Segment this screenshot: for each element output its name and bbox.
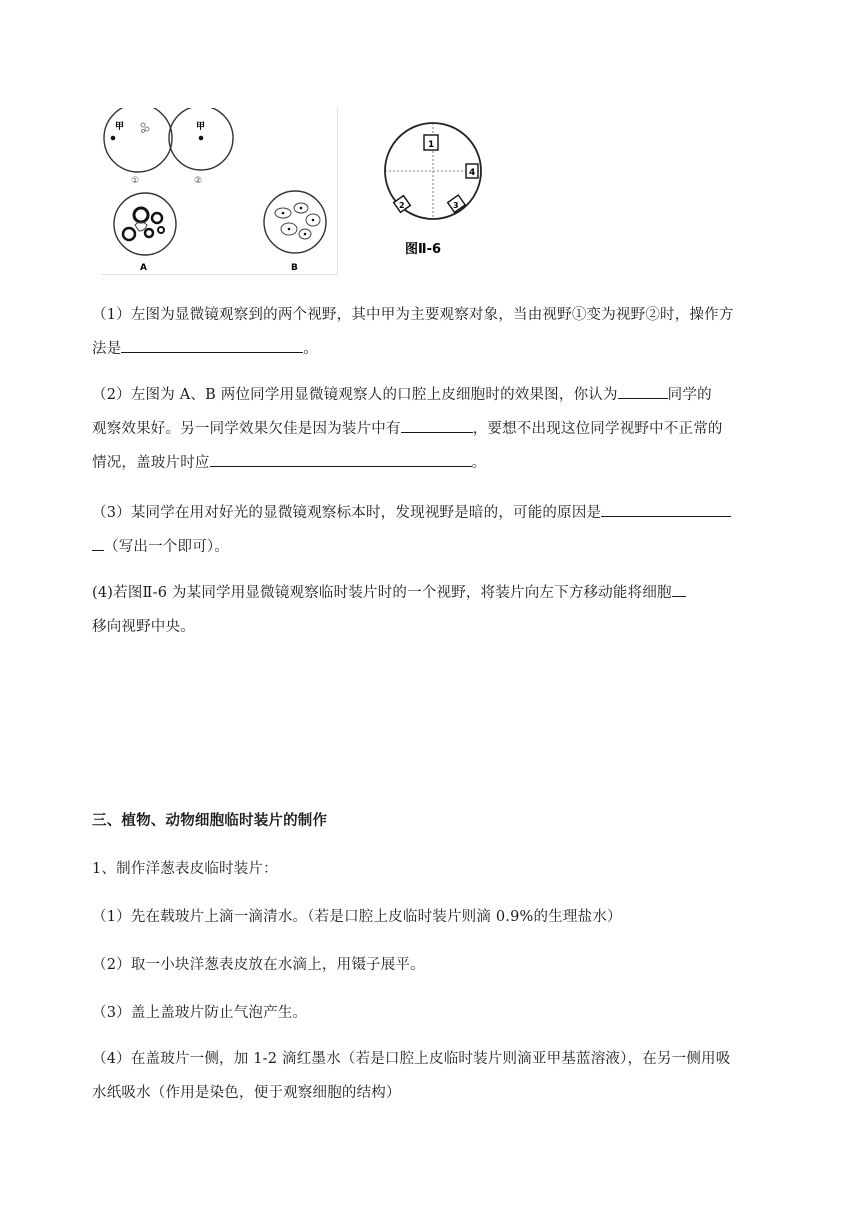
question-2 — [92, 378, 772, 480]
question-2-line-2-end: ，要想不出现这位同学视野中不正常的 — [472, 421, 723, 437]
field-1-debris — [142, 130, 145, 133]
microscope-fields-drawing — [101, 108, 337, 274]
answer-blank-q2-method[interactable] — [210, 450, 472, 467]
field-b-label: B — [291, 263, 298, 273]
field-1-jia-label: 甲 — [115, 122, 125, 132]
field-b-nucleus — [288, 228, 291, 231]
question-1 — [92, 298, 772, 366]
field-a-circle — [114, 193, 176, 255]
field-a-label: A — [140, 263, 147, 273]
field-1-object-dot — [111, 136, 116, 141]
question-2-line-3-end: 。 — [471, 455, 487, 471]
cell-1-label: 1 — [428, 140, 435, 150]
section-3-step-3: （3）盖上盖玻片防止气泡产生。 — [92, 1005, 308, 1021]
question-2-line-1 — [92, 378, 772, 412]
question-1-line-1: （1）左图为显微镜观察到的两个视野，其中甲为主要观察对象，当由视野①变为视野②时，操作方 — [92, 307, 734, 323]
question-1-line-2-text: 法是 — [92, 341, 122, 357]
section-3-step-4-line-1: （4）在盖玻片一侧，加 1-2 滴红墨水（若是口腔上皮临时装片则滴亚甲基蓝溶液），在另一侧用吸 — [92, 1051, 731, 1067]
field-b-nucleus — [312, 219, 315, 222]
question-3-line-2 — [92, 530, 772, 564]
section-3-step-4 — [92, 1042, 772, 1110]
section-3-step-4-line-2: 水纸吸水（作用是染色，便于观察细胞的结构） — [92, 1085, 401, 1101]
question-4-line-1-text: (4)若图Ⅱ-6 为某同学用显微镜观察临时装片时的一个视野，将装片向左下方移动能将细胞 — [92, 585, 672, 601]
figure-caption: 图Ⅱ-6 — [405, 242, 442, 257]
cell-3-label: 3 — [453, 201, 459, 210]
field-2-number: ② — [194, 176, 203, 186]
section-3-heading: 三、植物、动物细胞临时装片的制作 — [92, 813, 328, 829]
field-b-nucleus — [300, 207, 303, 210]
cell-2-label: 2 — [399, 201, 405, 210]
field-b-nucleus — [304, 233, 307, 236]
field-1-debris — [145, 127, 149, 131]
question-4-line-2: 移向视野中央。 — [92, 619, 195, 635]
question-2-line-3-text: 情况，盖玻片时应 — [92, 455, 210, 471]
field-b-nucleus — [282, 212, 285, 215]
question-2-line-2 — [92, 412, 772, 446]
field-1-circle — [104, 108, 172, 172]
answer-blank-q4[interactable] — [672, 580, 686, 597]
field-1-debris — [141, 123, 145, 127]
question-3-line-1-text: （3）某同学在用对好光的显微镜观察标本时，发现视野是暗的，可能的原因是 — [92, 505, 602, 521]
section-3-step-2: （2）取一小块洋葱表皮放在水滴上，用镊子展平。 — [92, 957, 425, 973]
question-3-line-1 — [92, 496, 772, 530]
question-1-line-2-end: 。 — [303, 341, 319, 357]
question-2-line-2-text: 观察效果好。另一同学效果欠佳是因为装片中有 — [92, 421, 401, 437]
answer-blank-q3-cont[interactable] — [92, 534, 104, 551]
question-3 — [92, 496, 772, 564]
answer-blank-q2-cause[interactable] — [401, 416, 473, 433]
answer-blank-q1[interactable] — [121, 336, 303, 353]
field-2-object-dot — [199, 136, 204, 141]
question-4-line-1 — [92, 576, 772, 610]
question-2-line-3 — [92, 446, 772, 480]
question-3-line-2-text: （写出一个即可）。 — [104, 539, 230, 555]
question-2-line-1-text: （2）左图为 A、B 两位同学用显微镜观察人的口腔上皮细胞时的效果图，你认为 — [92, 387, 618, 403]
section-3-item-1: 1、制作洋葱表皮临时装片： — [92, 861, 278, 877]
field-b-circle — [264, 191, 326, 253]
question-4 — [92, 576, 772, 644]
field-a-bubble — [134, 208, 148, 222]
section-3-step-1: （1）先在载玻片上滴一滴清水。（若是口腔上皮临时装片则滴 0.9%的生理盐水） — [92, 909, 622, 925]
field-2-jia-label: 甲 — [196, 122, 206, 132]
answer-blank-q3[interactable] — [601, 500, 731, 517]
field-view-drawing — [378, 122, 488, 262]
microscope-fields-figure — [101, 108, 338, 275]
field-a-bubble — [123, 228, 135, 240]
question-1-line-2 — [92, 332, 772, 366]
field-a-bubble — [152, 213, 162, 223]
field-a-bubble — [158, 227, 164, 233]
field-1-number: ① — [131, 176, 140, 186]
answer-blank-q2-student[interactable] — [618, 382, 668, 399]
field-a-bubble — [145, 229, 153, 237]
field-view-figure-ii-6 — [378, 122, 488, 262]
cell-4-label: 4 — [469, 168, 476, 178]
question-2-line-1-end: 同学的 — [667, 387, 712, 403]
